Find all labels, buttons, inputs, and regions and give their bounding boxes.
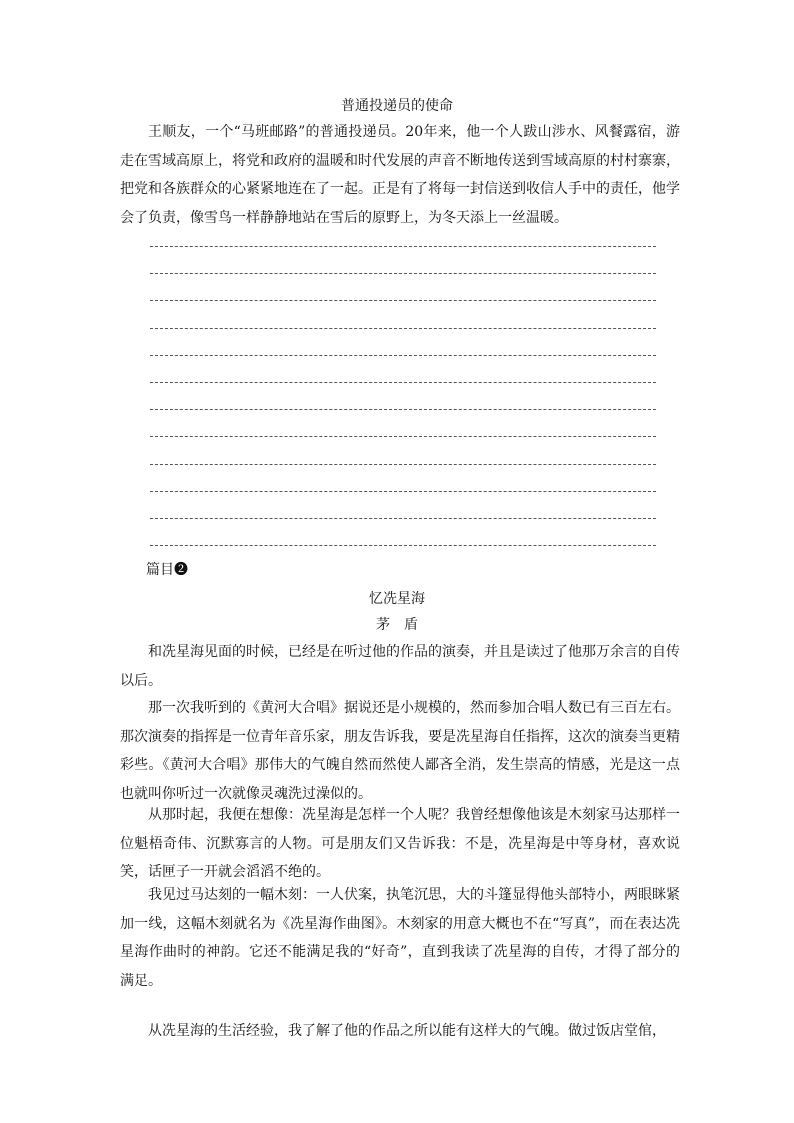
article1-paragraph: 王顺友，一个“马班邮路”的普通投递员。20年来，他一个人跋山涉水、风餐露宿，游走在雪域高原上，将党和政府的温暖和时代发展的声音不断地传送到雪域高原的村村寨寨，把党和各族群众的心紧紧地连在了一起。正是有了将每一封信送到收信人手中的责任，他学会了负责，像雪鸟一样静静地站在雪后的原野上，为冬天添上一丝温暖。	[120, 124, 680, 226]
writing-line	[150, 328, 656, 329]
writing-line	[150, 382, 656, 383]
article2-paragraph: 那一次我听到的《黄河大合唱》据说还是小规模的，然而参加合唱人数已有三百左右。那次演奏的指挥是一位青年音乐家，朋友告诉我，要是冼星海自任指挥，这次的演奏当更精彩些。《黄河大合唱》那伟大的气魄自然而然使人鄙吝全消，发生崇高的情感，光是这一点也就叫你听过一次就像灵魂洗过澡似的。	[120, 700, 680, 802]
writing-line	[150, 246, 656, 247]
writing-line	[150, 436, 656, 437]
writing-lines	[150, 246, 656, 572]
article2-paragraph: 从那时起，我便在想像：冼星海是怎样一个人呢？我曾经想像他该是木刻家马达那样一位魁梧奇伟、沉默寡言的人物。可是朋友们又告诉我：不是，冼星海是中等身材，喜欢说笑，话匣子一开就会滔滔不绝的。	[120, 807, 680, 880]
article2-paragraph: 从冼星海的生活经验，我了解了他的作品之所以能有这样大的气魄。做过饭店堂倌，	[148, 1023, 666, 1039]
writing-line	[150, 545, 656, 546]
writing-line	[150, 355, 656, 356]
writing-line	[150, 409, 656, 410]
article2-title: 忆冼星海	[369, 591, 425, 607]
writing-line	[150, 464, 656, 465]
article2-author: 茅盾	[376, 617, 432, 633]
article1-title: 普通投递员的使命	[341, 98, 453, 114]
article2-paragraph: 和冼星海见面的时候，已经是在听过他的作品的演奏，并且是读过了他那万余言的自传以后。	[120, 644, 680, 689]
writing-line	[150, 273, 656, 274]
writing-line	[150, 491, 656, 492]
article2-paragraph: 我见过马达刻的一幅木刻：一人伏案，执笔沉思，大的斗篷显得他头部特小，两眼眯紧加一线，这幅木刻就名为《冼星海作曲图》。木刻家的用意大概也不在“写真”，而在表达冼星海作曲时的神韵。它还不能满足我的“好奇”，直到我读了冼星海的自传，才得了部分的满足。	[120, 887, 680, 989]
writing-line	[150, 518, 656, 519]
section-label: 篇目❷	[146, 562, 188, 578]
writing-line	[150, 300, 656, 301]
